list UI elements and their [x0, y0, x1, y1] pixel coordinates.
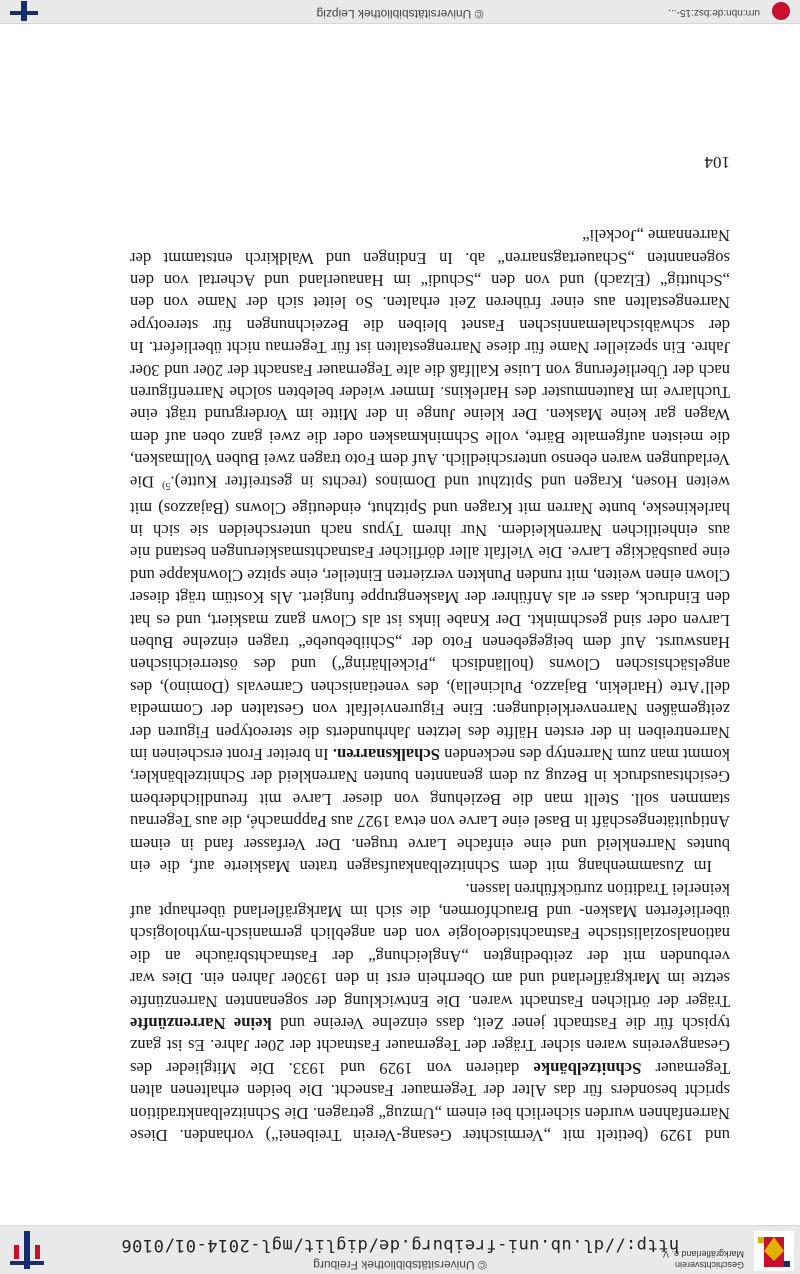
footer-logo-icon [10, 1, 38, 21]
para1c-text: Träger der örtlichen Fastnacht waren. Die Entwicklung der sogenannten Narrenzünfte setzte im Markgräflerland und am Oberrhein erst in den 1930er Jahren ein. Dies war verbunden mit der zeitbedingten „Angleichung“ der Fastnachtsbräuche an die nationalsozialistische Fastnachtsideologie von den angeblich germanisch-mythologisch überlieferten Masken- und Brauchformen, die sich im Markgräflerland überhaupt auf keinerlei Tradition zurückführen lassen. [130, 879, 730, 1011]
ub-logo-icon [10, 1231, 44, 1269]
para2-text: Im Zusammenhang mit dem Schnitzelbankaufsagen traten Maskierte auf, die ein buntes Narrenkleid und eine einfache Larve trugen. Der Verfasser fand in einem Antiquitätengeschäft in Basel eine Larve von etwa 1927 aus Pappmaché, die aus Tegernau stammen soll. Stellt man die Beziehung von dieser Larve mit freundlichderbem Gesichtsausdruck in Bezug zu dem genannten bunten Narrenkleid der Schnitzelbänkler, kommt man zum Narrentyp des neckenden [130, 745, 730, 877]
society-line-1: Geschichtsverein [674, 1260, 744, 1270]
footnote-mark: 5) [162, 480, 171, 492]
permalink[interactable]: http://dl.ub.uni-freiburg.de/diglit/mgl-2014-01/0106 [120, 1235, 680, 1255]
para1-text: und 1929 (betitelt mit „Vermischter Gesang-Verein Treibenei“) vorhanden. Diese Narrenfahnen wurden sicherlich bei einem „Umzug“ getragen. Die Schnitzelbanktradition spricht besonders für das Alter der Tegernauer Fasnecht. Die beiden erhaltenen alten Tegernauer [130, 1058, 730, 1145]
bold-schnitzelbaenke: Schnitzelbänke [533, 1058, 642, 1078]
page-number: 104 [704, 153, 730, 172]
top-banner [0, 1225, 800, 1274]
copyright-line: © Universitätsbibliothek Freiburg [313, 1258, 487, 1272]
para2b-text: In breiter Front erscheinen im Narrentreiben in der ersten Hälfte des letzten Jahrhunderts die stereotypen Figuren der zeitgemäßen Narrenverkleidungen: Eine Figurenvielfalt von Gestalten der Commedia dell’Arte (Harlekin, Bajazzo, Pulcinella), des venetianischen Carnevals (Domino), des angelsächsischen Clowns (holländisch „Pickelhäring“) und des österreichischen Hanswurst. Auf dem beigegebenen Foto der „Schiibebuebe“ tragen einzelne Buben Larven oder sind geschminkt. Der Knabe links ist als Clown ganz maskiert, und es hat den Eindruck, dass er als Anführer der Maskengruppe fungiert. Als Kostüm trägt dieser Clown einen weiten, mit runden Punkten verzierten Einteiler, eine spitze Clownkappe und eine pausbäckige Larve. Die Vielfalt aller dörflicher Fastnachtsmaskierungen bestand nie aus einheitlichen Narrenkleidern. Nur ihrem Typus nach unterscheiden sie sich in harlekineske, bunte Narren mit Kragen und Spitzhut, eindeutige Clowns (Bajazzos) mit weiten Hosen, Kragen und Spitzhut und Dominos (rechts in gestreifter Kutte). [129, 472, 730, 765]
bold-narrenzuenfte: keine Narrenzünfte [129, 1013, 272, 1033]
society-line-2: Markgräflerland e. V. [661, 1249, 744, 1259]
bottom-banner [0, 0, 800, 24]
paragraph-1 [130, 877, 730, 1146]
urn-caption: urn:nbn:de:bsz:15-... [668, 7, 760, 18]
para1b-text: datieren von 1929 und 1933. Die Mitglieder des Gesangvereins waren sicher Träger der Tegernauer Fastnacht der 20er Jahre. Es ist ganz typisch für die Fastnacht jener Zeit, dass einzelne Vereine und [129, 1013, 730, 1078]
para2c-text: Die Verladungen waren ebenso unterschiedlich. Auf dem Foto tragen zwei Buben Vollmasken, die meisten aufgemalte Bärte, volle Schminkmasken oder die zwei ganz oben auf dem Wagen gar keine Masken. Der kleine Junge in der Mitte im Vordergrund trägt eine Tuchlarve im Rautenmuster des Harlekins. Immer wieder belebten solche Narrenfiguren nach der Überlieferung von Luise Kallfaß die alte Tegernauer Fasnacht der 20er und 30er Jahre. Ein spezieller Name für diese Narrengestalten ist für Tegernau nicht überliefert. In der schwäbischalemannischen Fasnet bleiben die Bezeichnungen für stereotype Narrengestalten aus einer früheren Zeit erhalten. So leitet sich der Name von den „Schuttig“ (Elzach) und von den „Schudi“ im Hanauerland und Achertal von den sogenannten „Schauertagsnarren“ ab. In Endingen und Waldkirch entstammt der Narrenname „Jockeli“ [130, 226, 730, 492]
paragraph-2 [130, 224, 730, 877]
document-body [130, 224, 730, 1146]
bold-schalksnarren: Schalksnarren. [332, 745, 440, 765]
footer-library: © Universitätsbibliothek Leipzig [316, 7, 484, 21]
